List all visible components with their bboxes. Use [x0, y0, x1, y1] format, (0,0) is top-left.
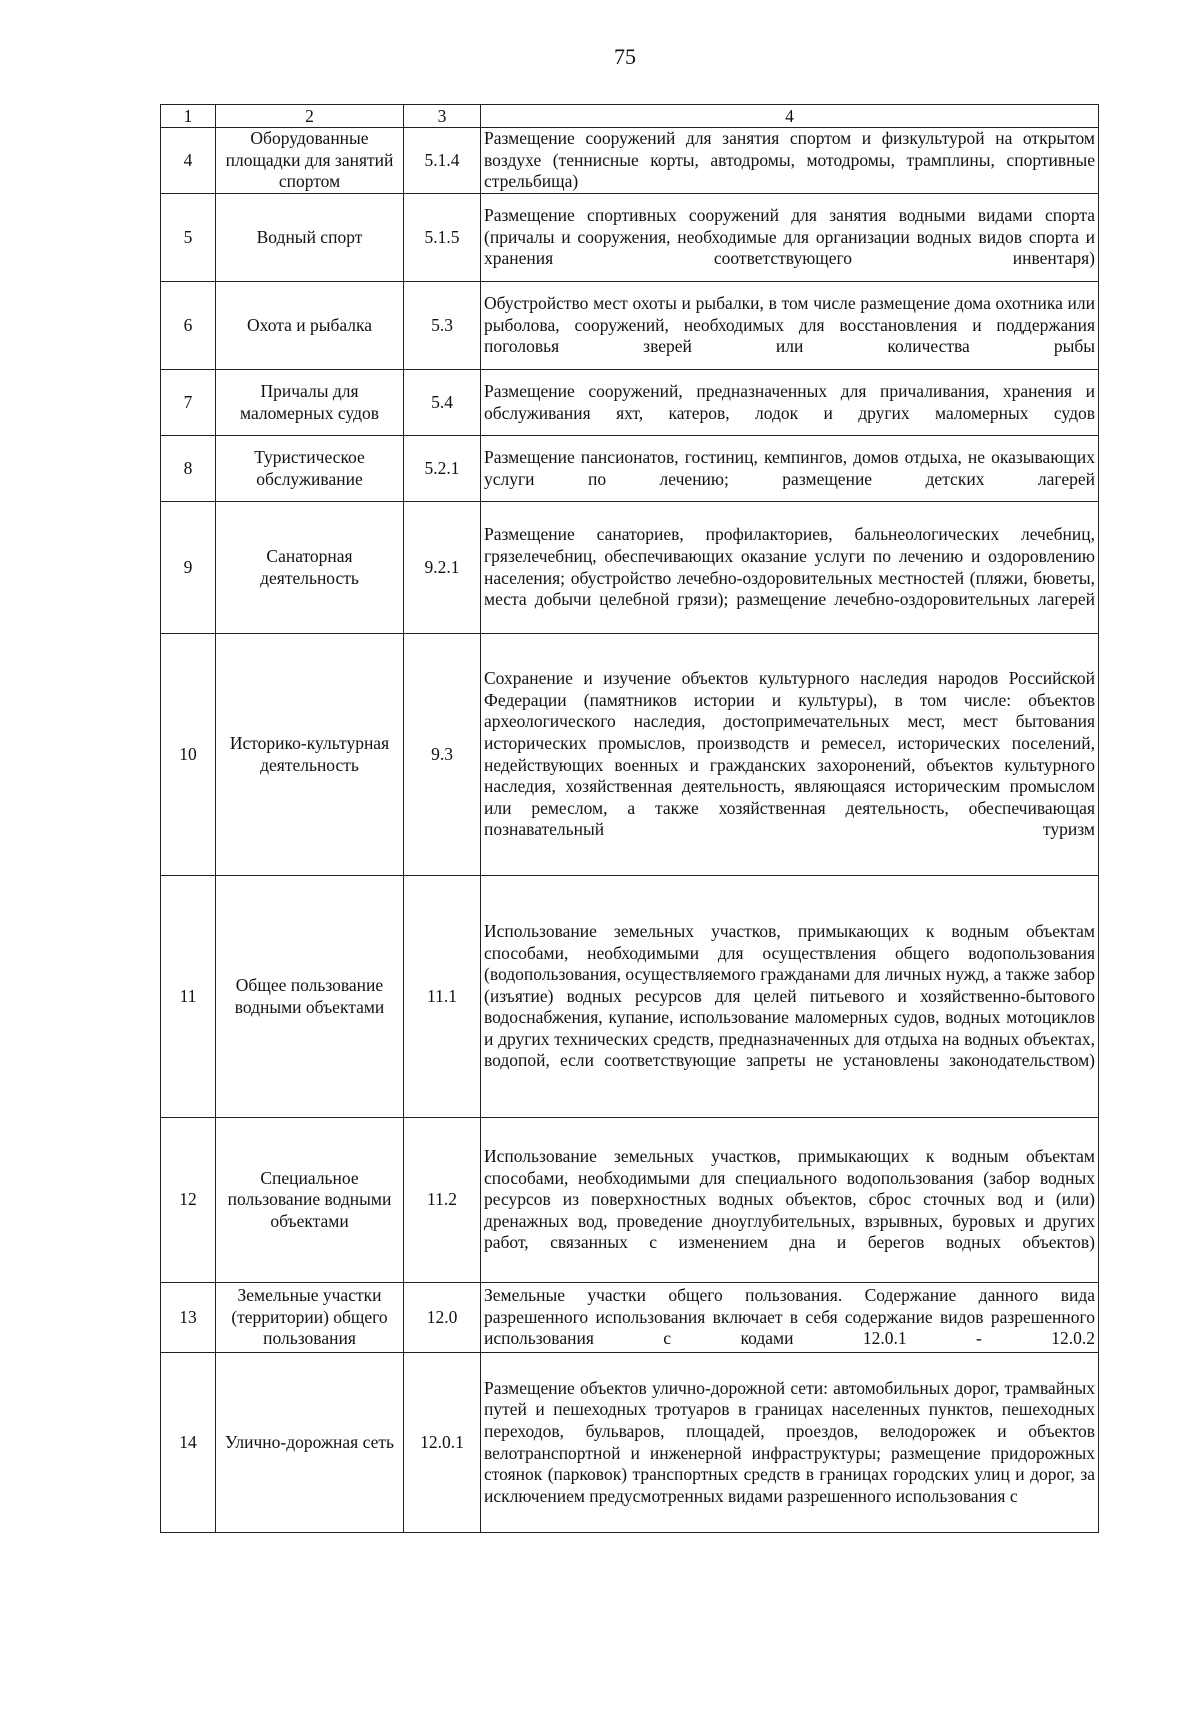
- use-type-code: 11.1: [404, 876, 481, 1118]
- table-row: [161, 1353, 1099, 1533]
- use-type-description: Размещение санаториев, профилакториев, бальнеологических лечебниц, грязелечебниц, обеспечивающих оказание услуги по лечению и оздоровлению населения; обустройство лечебно-оздоровительных местностей (пляжи, бюветы, места добычи целебной грязи); размещение лечебно-оздоровительных лагерей: [481, 502, 1099, 634]
- use-type-description: Обустройство мест охоты и рыбалки, в том числе размещение дома охотника или рыболова, сооружений, необходимых для восстановления и поддержания поголовья зверей или количества рыбы: [481, 282, 1099, 370]
- use-type-name: Историко-культурная деятельность: [216, 634, 404, 876]
- row-number: 7: [161, 370, 216, 436]
- use-type-name: Земельные участки (территории) общего пользования: [216, 1283, 404, 1353]
- use-type-code: 12.0.1: [404, 1353, 481, 1533]
- row-number: 9: [161, 502, 216, 634]
- use-type-name: Туристическое обслуживание: [216, 436, 404, 502]
- header-col-3: 3: [404, 105, 481, 128]
- use-type-name: Причалы для маломерных судов: [216, 370, 404, 436]
- table-row: [161, 634, 1099, 876]
- use-type-description: Размещение объектов улично-дорожной сети: автомобильных дорог, трамвайных путей и пешеходных тротуаров в границах населенных пунктов, пешеходных переходов, бульваров, площадей, проездов, велодорожек и объектов велотранспортной и инженерной инфраструктуры; размещение придорожных стоянок (парковок) транспортных средств в границах городских улиц и дорог, за исключением предусмотренных видами разрешенного использования с: [481, 1353, 1099, 1533]
- use-type-code: 5.1.5: [404, 194, 481, 282]
- use-type-description: Размещение сооружений для занятия спортом и физкультурой на открытом воздухе (теннисные корты, автодромы, мотодромы, трамплины, спортивные стрельбища): [481, 128, 1099, 194]
- use-type-description: Размещение сооружений, предназначенных для причаливания, хранения и обслуживания яхт, катеров, лодок и других маломерных судов: [481, 370, 1099, 436]
- use-type-code: 5.1.4: [404, 128, 481, 194]
- row-number: 10: [161, 634, 216, 876]
- use-type-description: Размещение спортивных сооружений для занятия водными видами спорта (причалы и сооружения, необходимые для организации водных видов спорта и хранения соответствующего инвентаря): [481, 194, 1099, 282]
- table-row: [161, 876, 1099, 1118]
- row-number: 6: [161, 282, 216, 370]
- use-type-code: 11.2: [404, 1118, 481, 1283]
- use-type-name: Оборудованные площадки для занятий спортом: [216, 128, 404, 194]
- table-header-row: [161, 105, 1099, 128]
- row-number: 4: [161, 128, 216, 194]
- use-type-code: 5.3: [404, 282, 481, 370]
- use-type-name: Общее пользование водными объектами: [216, 876, 404, 1118]
- table-row: [161, 502, 1099, 634]
- header-col-2: 2: [216, 105, 404, 128]
- use-type-name: Санаторная деятельность: [216, 502, 404, 634]
- use-type-name: Специальное пользование водными объектами: [216, 1118, 404, 1283]
- table-row: [161, 128, 1099, 194]
- use-type-code: 9.3: [404, 634, 481, 876]
- use-type-name: Охота и рыбалка: [216, 282, 404, 370]
- use-type-name: Улично-дорожная сеть: [216, 1353, 404, 1533]
- land-use-table: [160, 104, 1099, 1533]
- table-row: [161, 1118, 1099, 1283]
- use-type-description: Размещение пансионатов, гостиниц, кемпингов, домов отдыха, не оказывающих услуги по лечению; размещение детских лагерей: [481, 436, 1099, 502]
- table-row: [161, 436, 1099, 502]
- row-number: 13: [161, 1283, 216, 1353]
- row-number: 14: [161, 1353, 216, 1533]
- header-col-1: 1: [161, 105, 216, 128]
- row-number: 12: [161, 1118, 216, 1283]
- row-number: 5: [161, 194, 216, 282]
- use-type-code: 12.0: [404, 1283, 481, 1353]
- use-type-description: Использование земельных участков, примыкающих к водным объектам способами, необходимыми для осуществления общего водопользования (водопользования, осуществляемого гражданами для личных нужд, а также забор (изъятие) водных ресурсов для целей питьевого и хозяйственно-бытового водоснабжения, купание, использование маломерных судов, водных мотоциклов и других технических средств, предназначенных для отдыха на водных объектах, водопой, если соответствующие запреты не установлены законодательством): [481, 876, 1099, 1118]
- table-row: [161, 1283, 1099, 1353]
- header-col-4: 4: [481, 105, 1099, 128]
- page-number: 75: [614, 44, 636, 69]
- use-type-code: 9.2.1: [404, 502, 481, 634]
- use-type-description: Использование земельных участков, примыкающих к водным объектам способами, необходимыми для специального водопользования (забор водных ресурсов из поверхностных водных объектов, сброс сточных вод и (или) дренажных вод, проведение дноуглубительных, взрывных, буровых и других работ, связанных с изменением дна и берегов водных объектов): [481, 1118, 1099, 1283]
- use-type-description: Сохранение и изучение объектов культурного наследия народов Российской Федерации (памятников истории и культуры), в том числе: объектов археологического наследия, достопримечательных мест, мест бытования исторических промыслов, производств и ремесел, исторических поселений, недействующих военных и гражданских захоронений, объектов культурного наследия, хозяйственная деятельность, являющаяся историческим промыслом или ремеслом, а также хозяйственная деятельность, обеспечивающая познавательный туризм: [481, 634, 1099, 876]
- use-type-name: Водный спорт: [216, 194, 404, 282]
- use-type-code: 5.2.1: [404, 436, 481, 502]
- row-number: 8: [161, 436, 216, 502]
- table-row: [161, 282, 1099, 370]
- use-type-code: 5.4: [404, 370, 481, 436]
- table-row: [161, 194, 1099, 282]
- use-type-description: Земельные участки общего пользования. Содержание данного вида разрешенного использования включает в себя содержание видов разрешенного использования с кодами 12.0.1 - 12.0.2: [481, 1283, 1099, 1353]
- row-number: 11: [161, 876, 216, 1118]
- table-row: [161, 370, 1099, 436]
